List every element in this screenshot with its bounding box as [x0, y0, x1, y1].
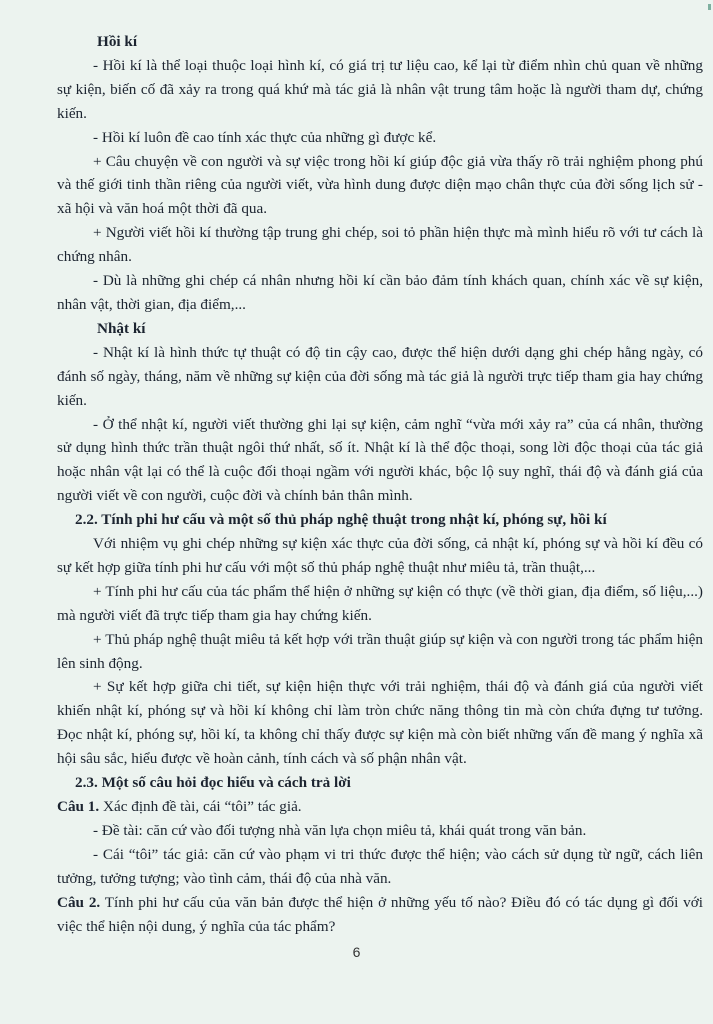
question-1 [57, 795, 703, 819]
question-2 [57, 891, 703, 939]
paragraph: + Thủ pháp nghệ thuật miêu tả kết hợp với trần thuật giúp sự kiện và con người trong tác phẩm hiện lên sinh động. [57, 630, 703, 672]
answer-point: - Cái “tôi” tác giả: căn cứ vào phạm vi tri thức được thể hiện; vào cách sử dụng từ ngữ, cách liên tưởng, tưởng tượng; vào tình cảm, thái độ của nhà văn. [57, 845, 703, 887]
paragraph: - Hồi kí là thể loại thuộc loại hình kí, có giá trị tư liệu cao, kể lại từ điểm nhìn chủ quan về những sự kiện, biến cố đã xảy ra trong quá khứ mà tác giả là nhân vật trung tâm hoặc là người tham dự, chứng kiến. [57, 56, 703, 122]
paragraph: - Hồi kí luôn đề cao tính xác thực của những gì được kể. [93, 128, 437, 146]
question-1-text: Xác định đề tài, cái “tôi” tác giả. [99, 798, 302, 815]
paragraph: + Câu chuyện về con người và sự việc trong hồi kí giúp độc giả vừa thấy rõ trải nghiệm phong phú và thế giới tinh thần riêng của người viết, vừa hình dung được diện mạo chân thực của đời sống lịch sử - xã hội và văn hoá một thời đã qua. [57, 152, 703, 218]
section-heading-2-3: 2.3. Một số câu hỏi đọc hiểu và cách trả lời [75, 774, 351, 792]
answer-point: - Đề tài: căn cứ vào đối tượng nhà văn lựa chọn miêu tả, khái quát trong văn bản. [93, 821, 587, 839]
paragraph: - Nhật kí là hình thức tự thuật có độ tin cậy cao, được thể hiện dưới dạng ghi chép hằng ngày, có đánh số ngày, tháng, năm về những sự kiện của đời sống mà tác giả là người trực tiếp tham gia hay chứng kiến. [57, 343, 703, 409]
heading-hoi-ki: Hồi kí [97, 33, 138, 50]
section-heading-2-2: 2.2. Tính phi hư cấu và một số thủ pháp nghệ thuật trong nhật kí, phóng sự, hồi kí [75, 511, 607, 529]
paragraph: Với nhiệm vụ ghi chép những sự kiện xác thực của đời sống, cả nhật kí, phóng sự và hồi kí đều có sự kết hợp giữa tính phi hư cấu với một số thủ pháp nghệ thuật như miêu tả, trần thuật,... [57, 535, 703, 576]
corner-mark [708, 4, 711, 10]
question-2-label: Câu 2. [57, 893, 101, 911]
page-number: 6 [352, 944, 361, 960]
paragraph: + Tính phi hư cấu của tác phẩm thể hiện ở những sự kiện có thực (về thời gian, địa điểm, số liệu,...) mà người viết đã trực tiếp tham gia hay chứng kiến. [57, 582, 703, 624]
question-2-text: Tính phi hư cấu của văn bản được thể hiện ở những yếu tố nào? Điều đó có tác dụng gì đối với việc thể hiện nội dung, ý nghĩa của tác phẩm? [57, 893, 704, 935]
paragraph: + Sự kết hợp giữa chi tiết, sự kiện hiện thực với trải nghiệm, thái độ và đánh giá của người viết khiến nhật kí, phóng sự và hồi kí không chỉ làm tròn chức năng thông tin mà còn chứa đựng tư tưởng. Đọc nhật kí, phóng sự, hồi kí, ta không chỉ thấy được sự kiện mà còn biết những vấn đề mang ý nghĩa xã hội sâu sắc, hiểu được về hoàn cảnh, tính cách và số phận nhân vật. [57, 678, 703, 768]
question-1-label: Câu 1. [57, 798, 100, 815]
heading-nhat-ki: Nhật kí [97, 319, 146, 337]
page-content [57, 30, 703, 938]
paragraph: - Ở thể nhật kí, người viết thường ghi lại sự kiện, cảm nghĩ “vừa mới xảy ra” của cá nhân, thường sử dụng hình thức trần thuật ngôi thứ nhất, số ít. Nhật kí là thể độc thoại, song lời độc thoại của tác giả hoặc nhân vật lại có thể là cuộc đối thoại ngầm với người khác, bộc lộ suy nghĩ, thái độ và đánh giá của người viết về con người, cuộc đời và chính bản thân mình. [57, 415, 703, 505]
paragraph: - Dù là những ghi chép cá nhân nhưng hồi kí cần bảo đảm tính khách quan, chính xác về sự kiện, nhân vật, thời gian, địa điểm,... [57, 272, 703, 313]
paragraph: + Người viết hồi kí thường tập trung ghi chép, soi tỏ phần hiện thực mà mình hiểu rõ với tư cách là chứng nhân. [57, 224, 703, 266]
